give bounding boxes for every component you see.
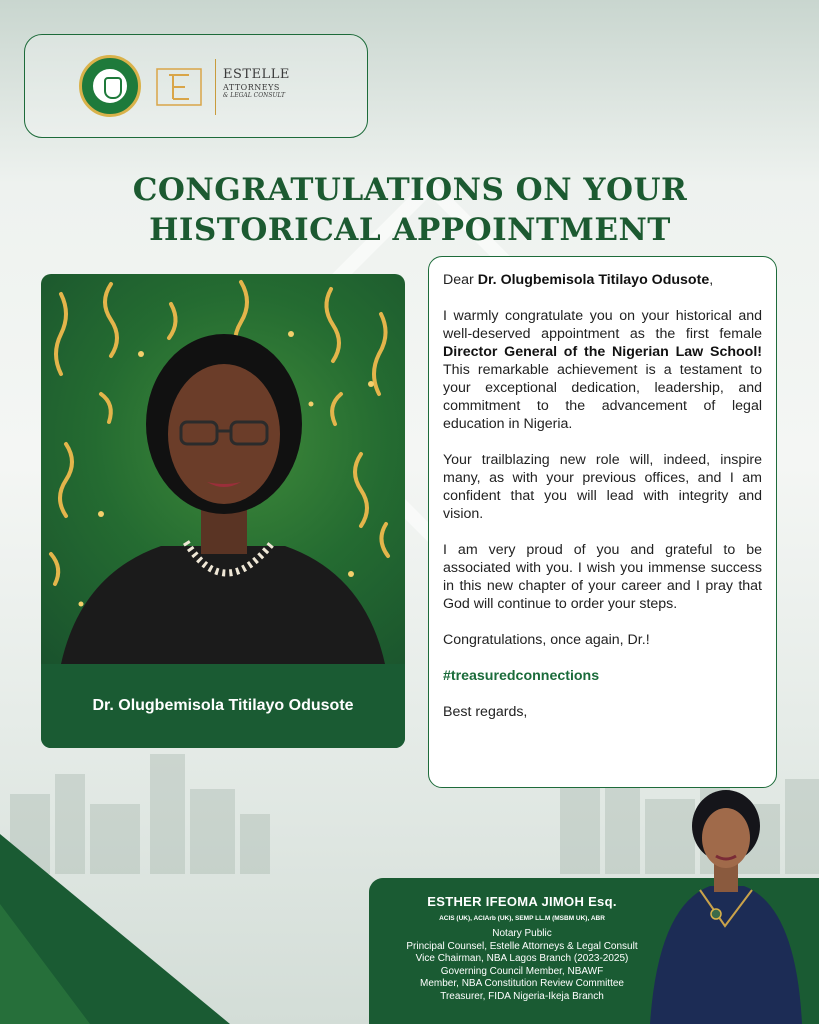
role-item: Governing Council Member, NBAWF (440, 965, 604, 977)
role-item: Principal Counsel, Estelle Attorneys & Legal Consult (406, 940, 638, 952)
honoree-card (41, 274, 405, 748)
estelle-logo-icon (155, 63, 203, 111)
hashtag: #treasuredconnections (443, 668, 600, 684)
title-line-1: CONGRATULATIONS ON YOUR (132, 172, 688, 208)
firm-brand (223, 67, 290, 99)
role-item: Vice Chairman, NBA Lagos Branch (2023-2025) (415, 953, 629, 964)
logo-header (24, 34, 368, 138)
corner-accent-shape-inner (0, 904, 90, 1024)
congratulatory-letter (428, 256, 777, 788)
greeting-suffix: , (709, 272, 714, 288)
greeting-prefix: Dear (443, 272, 478, 288)
role-item: Member, NBA Constitution Review Committee (420, 978, 624, 989)
title-line-2: HISTORICAL APPOINTMENT (149, 212, 671, 248)
nba-seal-logo (79, 55, 141, 117)
letter-paragraph-4: Congratulations, once again, Dr.! (443, 632, 650, 648)
signatory-credentials: ACIS (UK), ACIArb (UK), SEMP LL.M (MSBM UK), ABR (439, 915, 605, 922)
letter-paragraph-2: Your trailblazing new role will, indeed, inspire many, as with your previous offices, and I am confident that you will lead with integrity and vision. (443, 452, 762, 522)
p1-text-a: I warmly congratulate you on your historical and well-deserved appointment as the first female (443, 308, 762, 342)
signatory-roles (380, 928, 664, 1003)
signatory-details (380, 894, 664, 1003)
letter-greeting (443, 271, 762, 289)
brand-divider (215, 59, 216, 115)
letter-paragraph-3: I am very proud of you and grateful to be associated with you. I wish you immense success in this new chapter of your career and I pray that God will continue to order your steps. (443, 542, 762, 612)
p1-emphasis: Director General of the Nigerian Law School! (443, 344, 762, 360)
signatory-portrait (640, 786, 810, 1024)
firm-subtitle: ATTORNEYS (223, 83, 280, 92)
letter-closing: Best regards, (443, 704, 528, 720)
signatory-name: ESTHER IFEOMA JIMOH Esq. (427, 894, 617, 909)
firm-tagline: & LEGAL CONSULT (223, 92, 286, 99)
letter-paragraph-1 (443, 307, 762, 433)
honoree-portrait (41, 274, 405, 664)
firm-name: ESTELLE (223, 67, 290, 82)
role-item: Notary Public (492, 928, 552, 939)
p1-text-c: This remarkable achievement is a testament to your exceptional dedication, leadership, and commitment to the advancement of legal education in Nigeria. (443, 362, 762, 432)
greeting-name: Dr. Olugbemisola Titilayo Odusote (477, 272, 710, 288)
honoree-caption: Dr. Olugbemisola Titilayo Odusote (41, 664, 405, 748)
page-title (130, 170, 690, 250)
role-item: Treasurer, FIDA Nigeria-Ikeja Branch (440, 990, 604, 1002)
